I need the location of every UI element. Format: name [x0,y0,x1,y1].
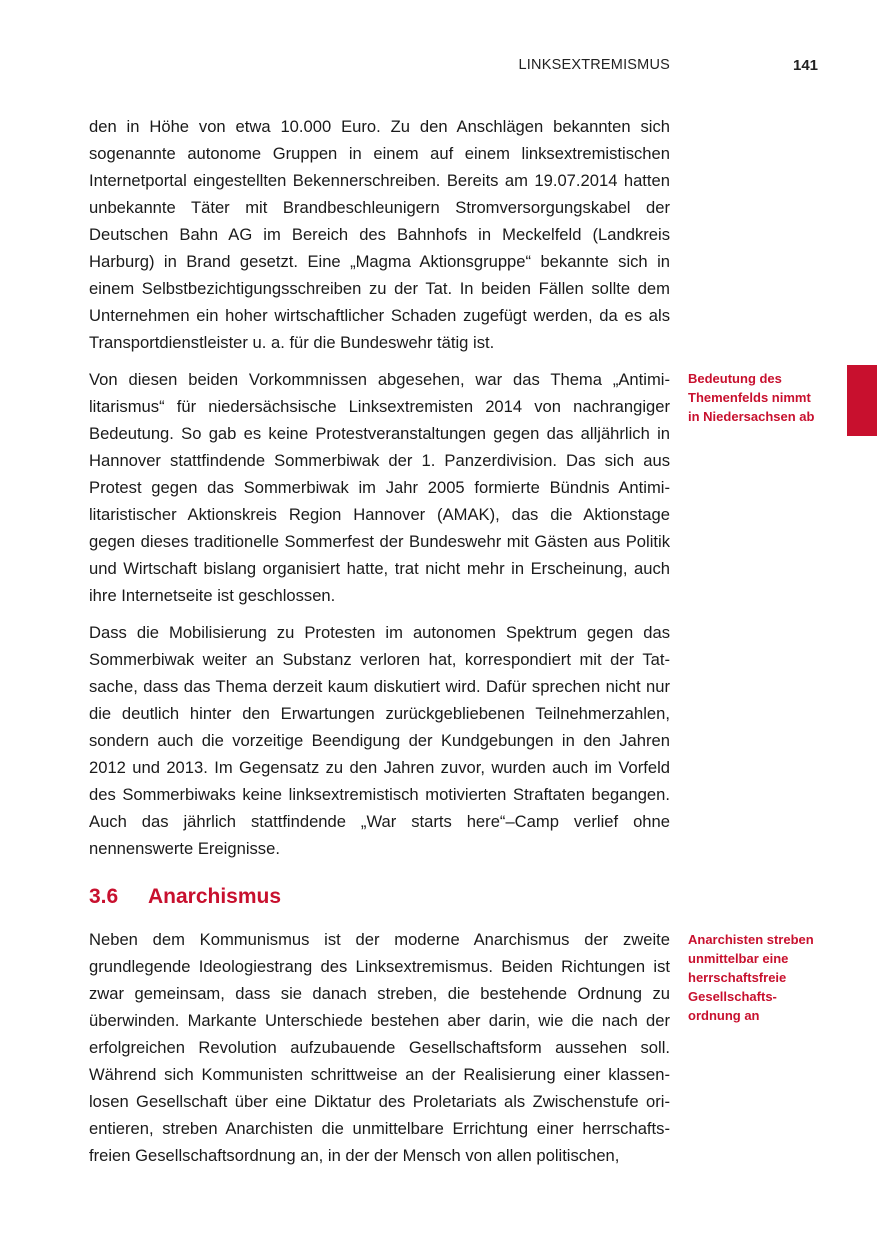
paragraph-3: Dass die Mobilisierung zu Protesten im autonomen Spektrum gegen das Sommerbiwak weiter an Substanz verloren hat, korrespondiert mit der Tatsache, dass das Thema derzeit kaum diskutiert wird. Dafür sprechen nicht nur die deutlich hinter den Erwartungen zurückgebliebenen Teilnehmerzahlen, sondern auch die vorzeitige Beendigung der Kundgebungen in den Jahren 2012 und 2013. Im Gegensatz zu den Jahren zuvor, wurden auch im Vorfeld des Sommerbiwaks keine linksextremistisch motivierten Straftaten begangen. Auch das jährlich stattfindende „War starts here“–Camp verlief ohne nennenswerte Ereignisse. [89,623,670,858]
margin-note-2: Anarchisten streben unmittelbar eine herrschaftsfreie Gesellschaftsordnung an [688,932,814,1023]
paragraph-1: den in Höhe von etwa 10.000 Euro. Zu den Anschlägen bekannten sich sogenannte autonome Gruppen in einem auf einem linksextremistischen Internetportal eingestellten Bekennerschreiben. Bereits am 19.07.2014 hatten unbekannte Täter mit Brandbeschleunigern Stromversorgungskabel der Deutschen Bahn AG im Bereich des Bahnhofs in Meckelfeld (Landkreis Harburg) in Brand gesetzt. Eine „Magma Aktionsgruppe“ bekannte sich in einem Selbstbezichtigungsschreiben zu der Tat. In beiden Fällen sollte dem Unternehmen ein hoher wirtschaftlicher Schaden zugefügt werden, da es als Transportdienstleister u. a. für die Bundeswehr tätig ist. [89,117,670,352]
section-title: Anarchismus [148,885,282,908]
running-head-section-title: LINKSEXTREMISMUS [518,57,670,73]
paragraph-4: Neben dem Kommunismus ist der moderne Anarchismus der zweite grundlegende Ideologiestrang des Linksextremismus. Beiden Richtungen ist zwar gemeinsam, dass sie danach streben, die bestehende Ordnung zu überwinden. Markante Unterschiede bestehen aber darin, wie die nach der erfolgreichen Revolution aufzubauende Gesellschaftsform aussehen soll. Während sich Kommunisten schrittweise an der Realisierung einer klassenlosen Gesellschaft über eine Diktatur des Proletariats als Zwischenstufe orientieren, streben Anarchisten die unmittelbare Errichtung einer herrschaftsfreien Gesellschaftsordnung an, in der der Mensch von allen politischen, [89,930,670,1165]
main-text-column [89,113,670,1169]
section-number: 3.6 [89,885,119,908]
chapter-thumb-tab [847,365,877,436]
margin-note-1: Bedeutung des Themenfelds nimmt in Niedersachsen ab [688,371,815,424]
page-number: 141 [793,57,819,74]
paragraph-2: Von diesen beiden Vorkommnissen abgesehen, war das Thema „Antimilitarismus“ für niedersächsische Linksextremisten 2014 von nachrangiger Bedeutung. So gab es keine Protestveranstaltungen gegen das alljährlich in Hannover stattfindende Sommerbiwak der 1. Panzerdivision. Das sich aus Protest gegen das Sommerbiwak im Jahr 2005 formierte Bündnis Antimilitaristischer Aktionskreis Region Hannover (AMAK), das die Aktionstage gegen dieses traditionelle Sommerfest der Bundeswehr mit Gästen aus Politik und Wirtschaft bislang organisiert hatte, trat nicht mehr in Erscheinung, auch ihre Internetseite ist geschlossen. [89,370,670,605]
section-heading [89,882,670,912]
running-head [0,57,877,77]
